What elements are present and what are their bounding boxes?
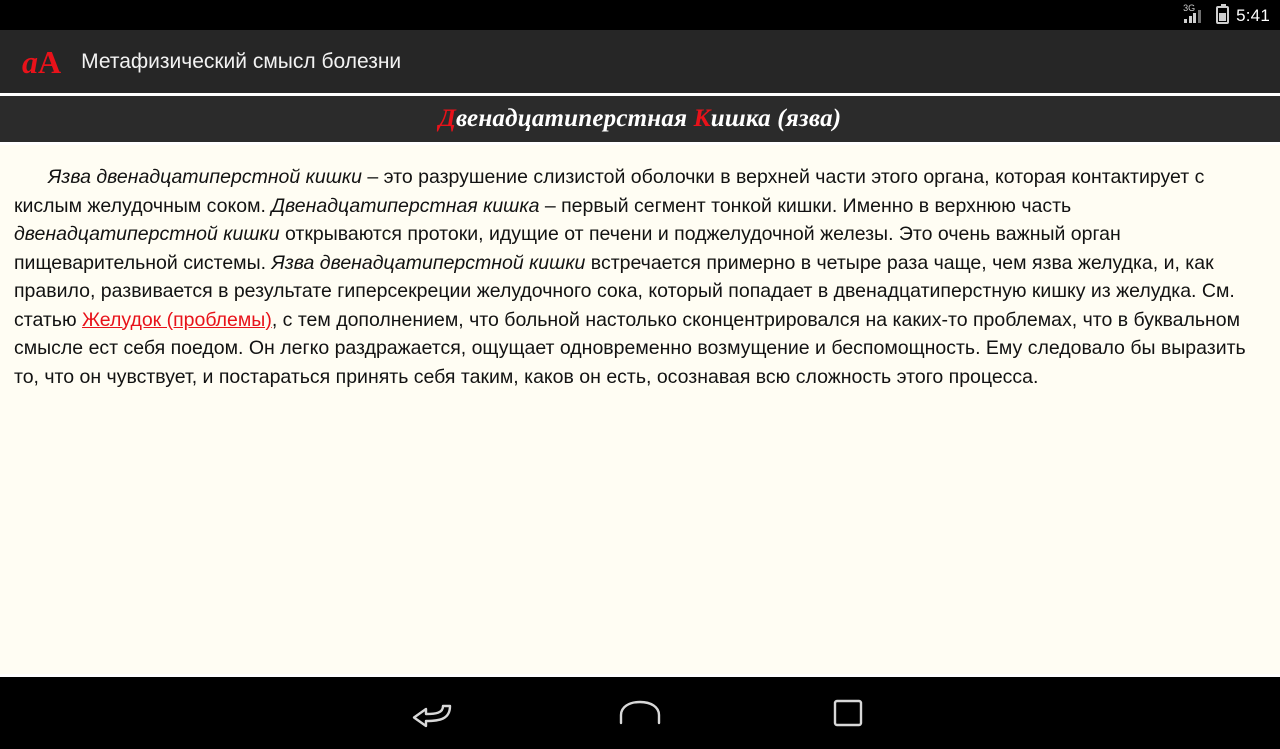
signal-bars-icon <box>1183 5 1209 25</box>
paragraph-text-5: , с тем дополнением, что больной настолько сконцентрировался на каких-то проблемах, что в буквальном смысле ест себя поедом. Он легко раздражается, ощущает одновременно возмущение и беспомощность. Ему следовало бы выразить то, что он чувствует, и постараться принять себя таким, каков он есть, осознавая всю сложность этого процесса. <box>14 308 1246 388</box>
home-icon[interactable] <box>612 691 668 735</box>
recent-apps-icon[interactable] <box>820 691 876 735</box>
article-title-part-1: венадцатиперстная <box>455 105 694 132</box>
battery-icon <box>1216 6 1229 24</box>
paragraph-text-2: – первый сегмент тонкой кишки. Именно в верхнюю часть <box>539 194 1072 217</box>
article-header <box>0 96 1280 145</box>
aa-icon-large-a: A <box>38 43 62 80</box>
paragraph-text-4: встречается примерно в четыре раза чаще, чем язва желудка, и, как правило, развивается в результате гиперсекреции желудочного сока, который попадает в двенадцатиперстную кишку из желудка. См. статью <box>14 251 1235 331</box>
network-type-label: 3G <box>1183 3 1196 13</box>
app-bar <box>0 30 1280 96</box>
article-link-stomach-problems[interactable]: Желудок (проблемы) <box>82 308 272 331</box>
status-bar-clock: 5:41 <box>1236 5 1270 25</box>
aa-icon-small-a: a <box>22 43 38 80</box>
term-duodenum-2: двенадцатиперстной кишки <box>14 223 280 245</box>
aa-font-size-icon[interactable] <box>22 43 62 80</box>
back-icon[interactable] <box>404 691 460 735</box>
app-title: Метафизический смысл болезни <box>81 49 402 73</box>
article-paragraph <box>14 163 1250 391</box>
content-area[interactable] <box>0 96 1280 674</box>
status-bar <box>0 0 1280 30</box>
term-ulcer-duodenum-1: Язва двенадцатиперстной кишки <box>48 166 362 188</box>
article-body <box>0 145 1280 391</box>
article-title <box>439 105 842 133</box>
term-ulcer-duodenum-2: Язва двенадцатиперстной кишки <box>271 251 586 274</box>
article-title-cap-1: Д <box>438 105 456 132</box>
signal-strength-bars <box>1184 9 1201 23</box>
article-title-cap-2: К <box>693 105 711 132</box>
paragraph-text-1: – это разрушение слизистой оболочки в верхней части этого органа, которая контактирует с кислым желудочным соком. <box>14 166 1205 217</box>
system-navigation-bar <box>0 674 1280 749</box>
term-duodenum-1: Двенадцатиперстная кишка <box>271 194 540 217</box>
paragraph-text-3: открываются протоки, идущие от печени и поджелудочной железы. Это очень важный орган пищеварительной системы. <box>14 223 1121 274</box>
article-title-part-2: ишка (язва) <box>710 105 842 132</box>
status-bar-right <box>1183 5 1270 25</box>
